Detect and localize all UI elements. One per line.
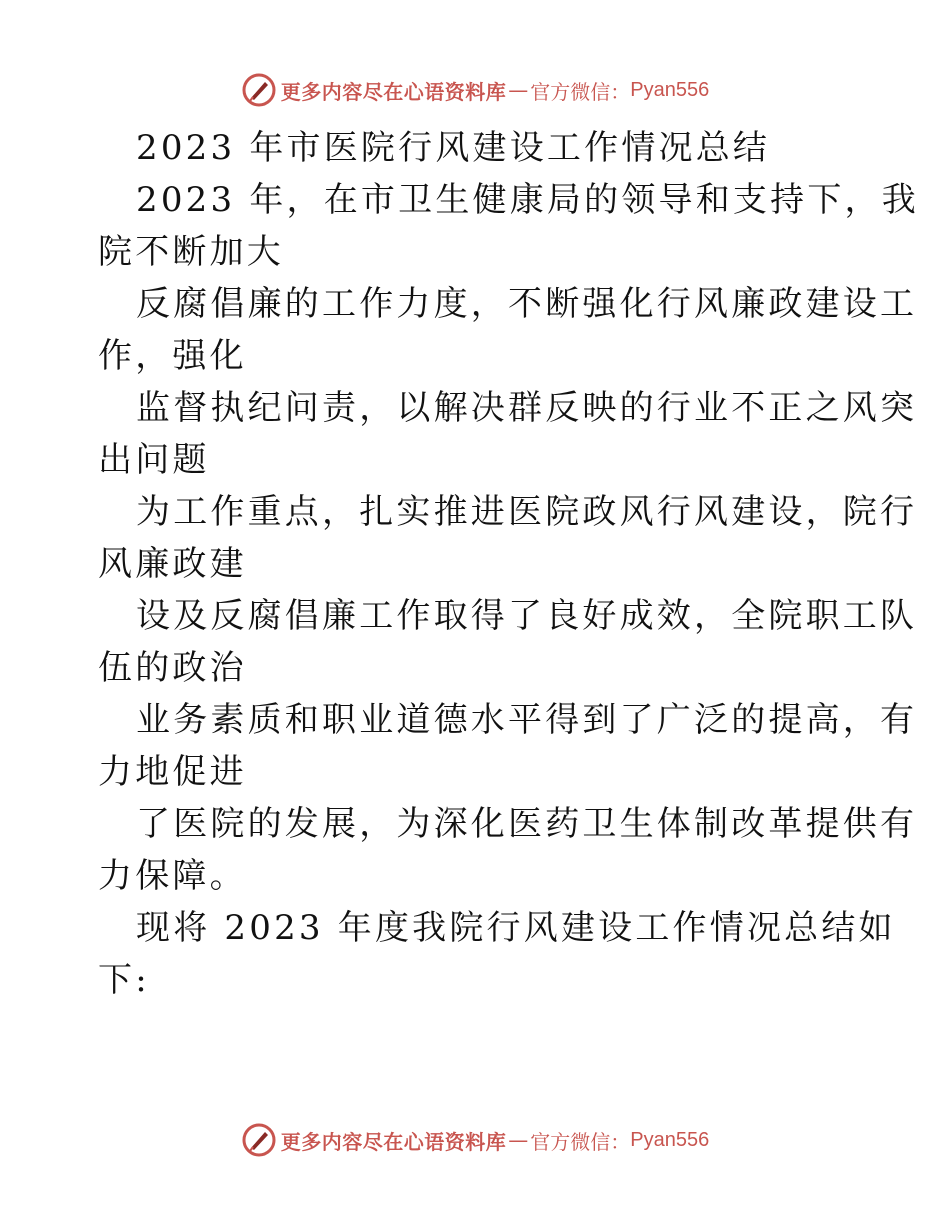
quill-pen-logo-icon bbox=[241, 72, 277, 108]
banner-wechat-id: Pyan556 bbox=[630, 1128, 710, 1151]
document-body bbox=[98, 122, 919, 1006]
paragraph-line: 为工作重点，扎实推进医院政风行风建设，院行 bbox=[136, 492, 918, 532]
paragraph-line: 院不断加大 bbox=[98, 232, 284, 272]
paragraph-line: 力保障。 bbox=[98, 856, 247, 896]
banner-separator: — bbox=[508, 1128, 529, 1152]
banner-wechat-label: 官方微信： bbox=[530, 1129, 631, 1154]
banner-wechat-label: 官方微信： bbox=[530, 79, 631, 104]
paragraph-line: 设及反腐倡廉工作取得了良好成效，全院职工队 bbox=[136, 596, 918, 636]
paragraph-line: 监督执纪问责，以解决群反映的行业不正之风突 bbox=[136, 388, 918, 428]
paragraph-line: 出问题 bbox=[98, 440, 210, 480]
banner-text: 更多内容尽在心语资料库 bbox=[280, 79, 507, 104]
footer-banner bbox=[0, 1120, 950, 1160]
quill-pen-logo-icon bbox=[241, 1122, 277, 1158]
paragraph-line: 现将 2023 年度我院行风建设工作情况总结如 bbox=[136, 908, 896, 948]
paragraph-line: 风廉政建 bbox=[98, 544, 247, 584]
paragraph-line: 反腐倡廉的工作力度，不断强化行风廉政建设工 bbox=[136, 284, 918, 324]
paragraph-line: 2023 年，在市卫生健康局的领导和支持下，我 bbox=[136, 180, 919, 220]
paragraph-line: 了医院的发展，为深化医药卫生体制改革提供有 bbox=[136, 804, 918, 844]
paragraph-line: 伍的政治 bbox=[98, 648, 247, 688]
document-title: 2023 年市医院行风建设工作情况总结 bbox=[136, 128, 771, 168]
banner-text: 更多内容尽在心语资料库 bbox=[280, 1129, 507, 1154]
paragraph-line: 下: bbox=[98, 960, 150, 1000]
header-banner bbox=[0, 70, 950, 110]
paragraph-line: 作，强化 bbox=[98, 336, 247, 376]
banner-wechat-id: Pyan556 bbox=[630, 78, 710, 101]
paragraph-line: 力地促进 bbox=[98, 752, 247, 792]
banner-separator: — bbox=[508, 78, 529, 102]
paragraph-line: 业务素质和职业道德水平得到了广泛的提高，有 bbox=[136, 700, 918, 740]
